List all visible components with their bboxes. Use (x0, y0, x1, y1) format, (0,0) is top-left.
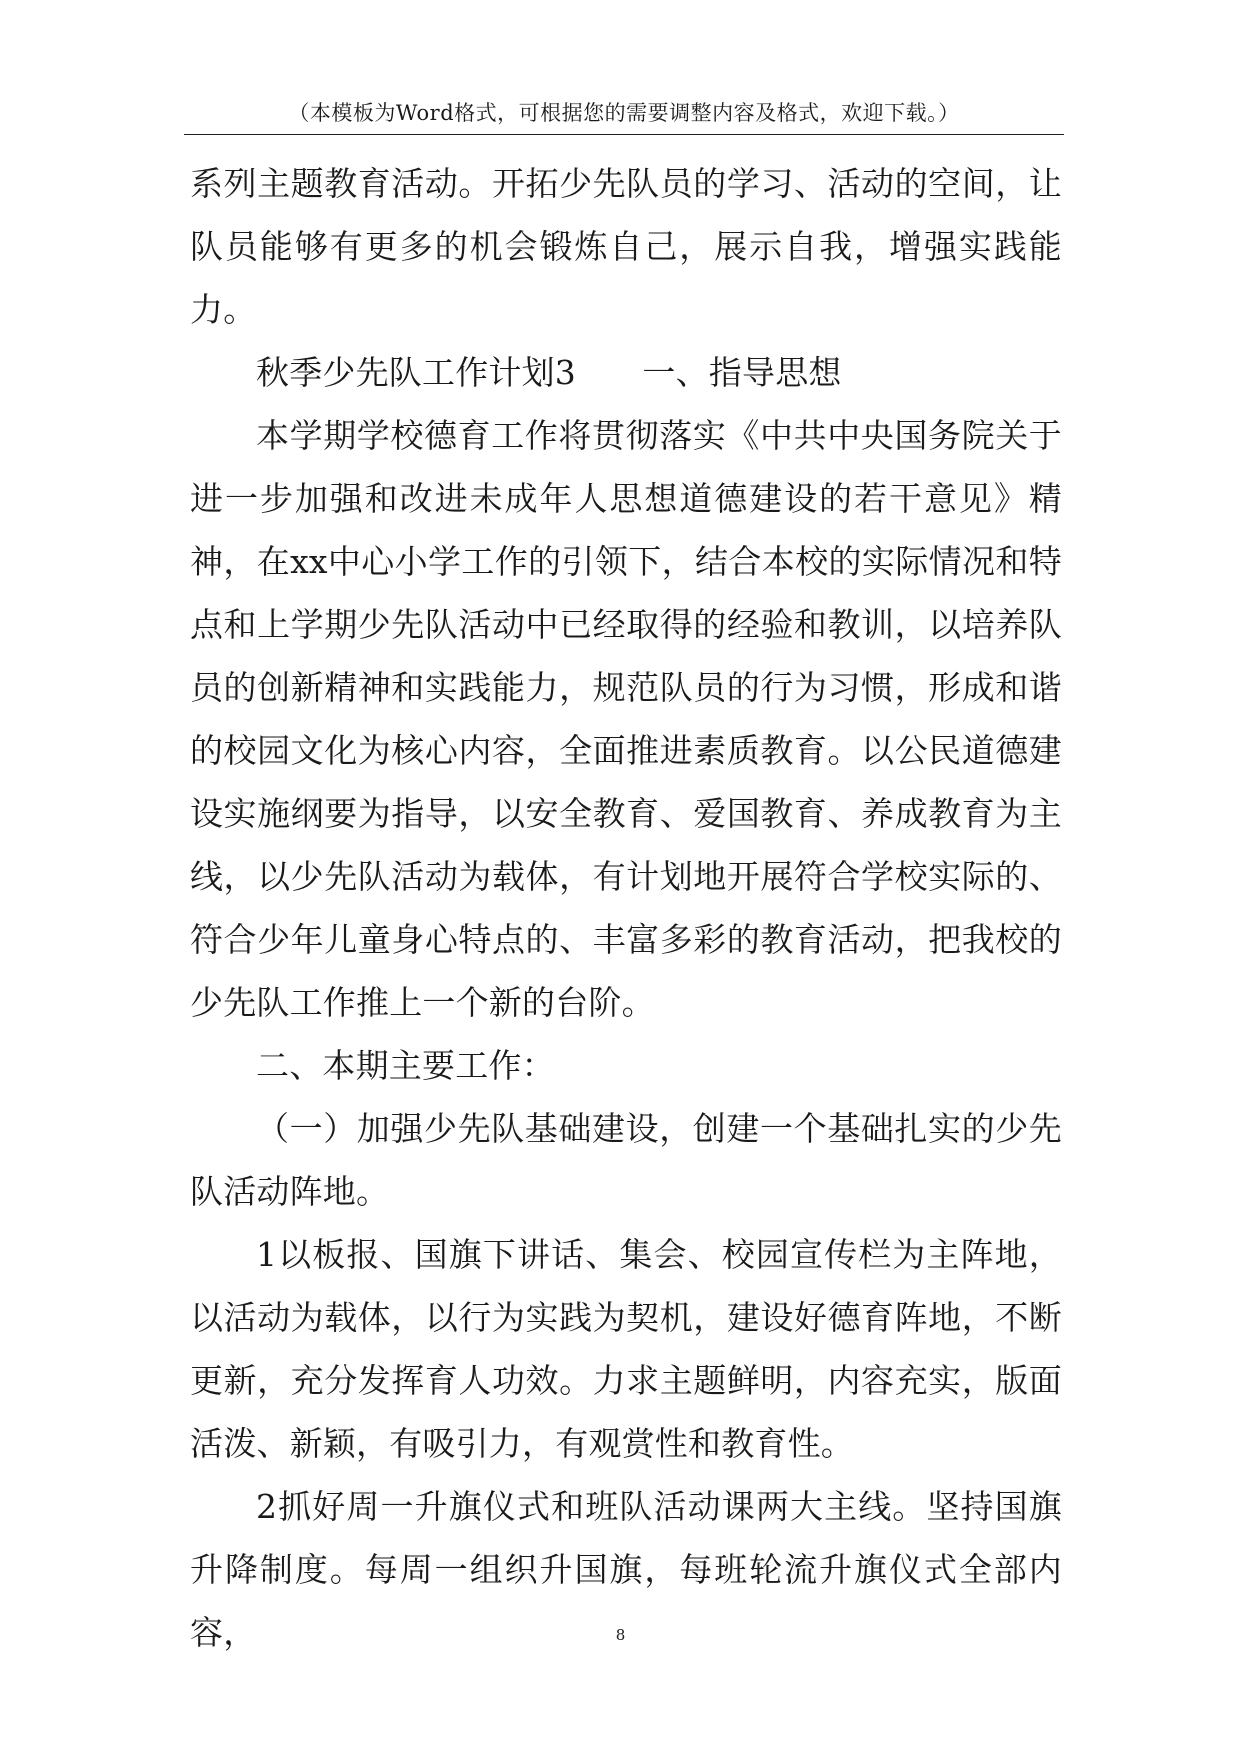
paragraph-subsection-one: （一）加强少先队基础建设，创建一个基础扎实的少先队活动阵地。 (190, 1109, 1062, 1211)
document-body (190, 152, 1062, 1664)
page-number: 8 (615, 1626, 626, 1644)
paragraph-section-heading: 秋季少先队工作计划3 一、指导思想 (256, 353, 842, 392)
paragraph-main-work-heading: 二、本期主要工作： (256, 1046, 555, 1085)
paragraph-guiding-thought: 本学期学校德育工作将贯彻落实《中共中央国务院关于进一步加强和改进未成年人思想道德建设的若干意见》精神，在xx中心小学工作的引领下，结合本校的实际情况和特点和上学期少先队活动中已经取得的经验和教训，以培养队员的创新精神和实践能力，规范队员的行为习惯，形成和谐的校园文化为核心内容，全面推进素质教育。以公民道德建设实施纲要为指导，以安全教育、爱国教育、养成教育为主线，以少先队活动为载体，有计划地开展符合学校实际的、符合少年儿童身心特点的、丰富多彩的教育活动，把我校的少先队工作推上一个新的台阶。 (190, 416, 1062, 1022)
paragraph-item-one: 1以板报、国旗下讲话、集会、校园宣传栏为主阵地，以活动为载体，以行为实践为契机，建设好德育阵地，不断更新，充分发挥育人功效。力求主题鲜明，内容充实，版面活泼、新颖，有吸引力，有观赏性和教育性。 (190, 1235, 1062, 1463)
page-header-note: （本模板为Word格式，可根据您的需要调整内容及格式，欢迎下载。） (288, 101, 960, 125)
header-divider (184, 134, 1064, 135)
paragraph-continuation: 系列主题教育活动。开拓少先队员的学习、活动的空间，让队员能够有更多的机会锻炼自己，展示自我，增强实践能力。 (190, 164, 1062, 329)
paragraph-item-two: 2抓好周一升旗仪式和班队活动课两大主线。坚持国旗升降制度。每周一组织升国旗，每班轮流升旗仪式全部内容， (190, 1487, 1062, 1652)
